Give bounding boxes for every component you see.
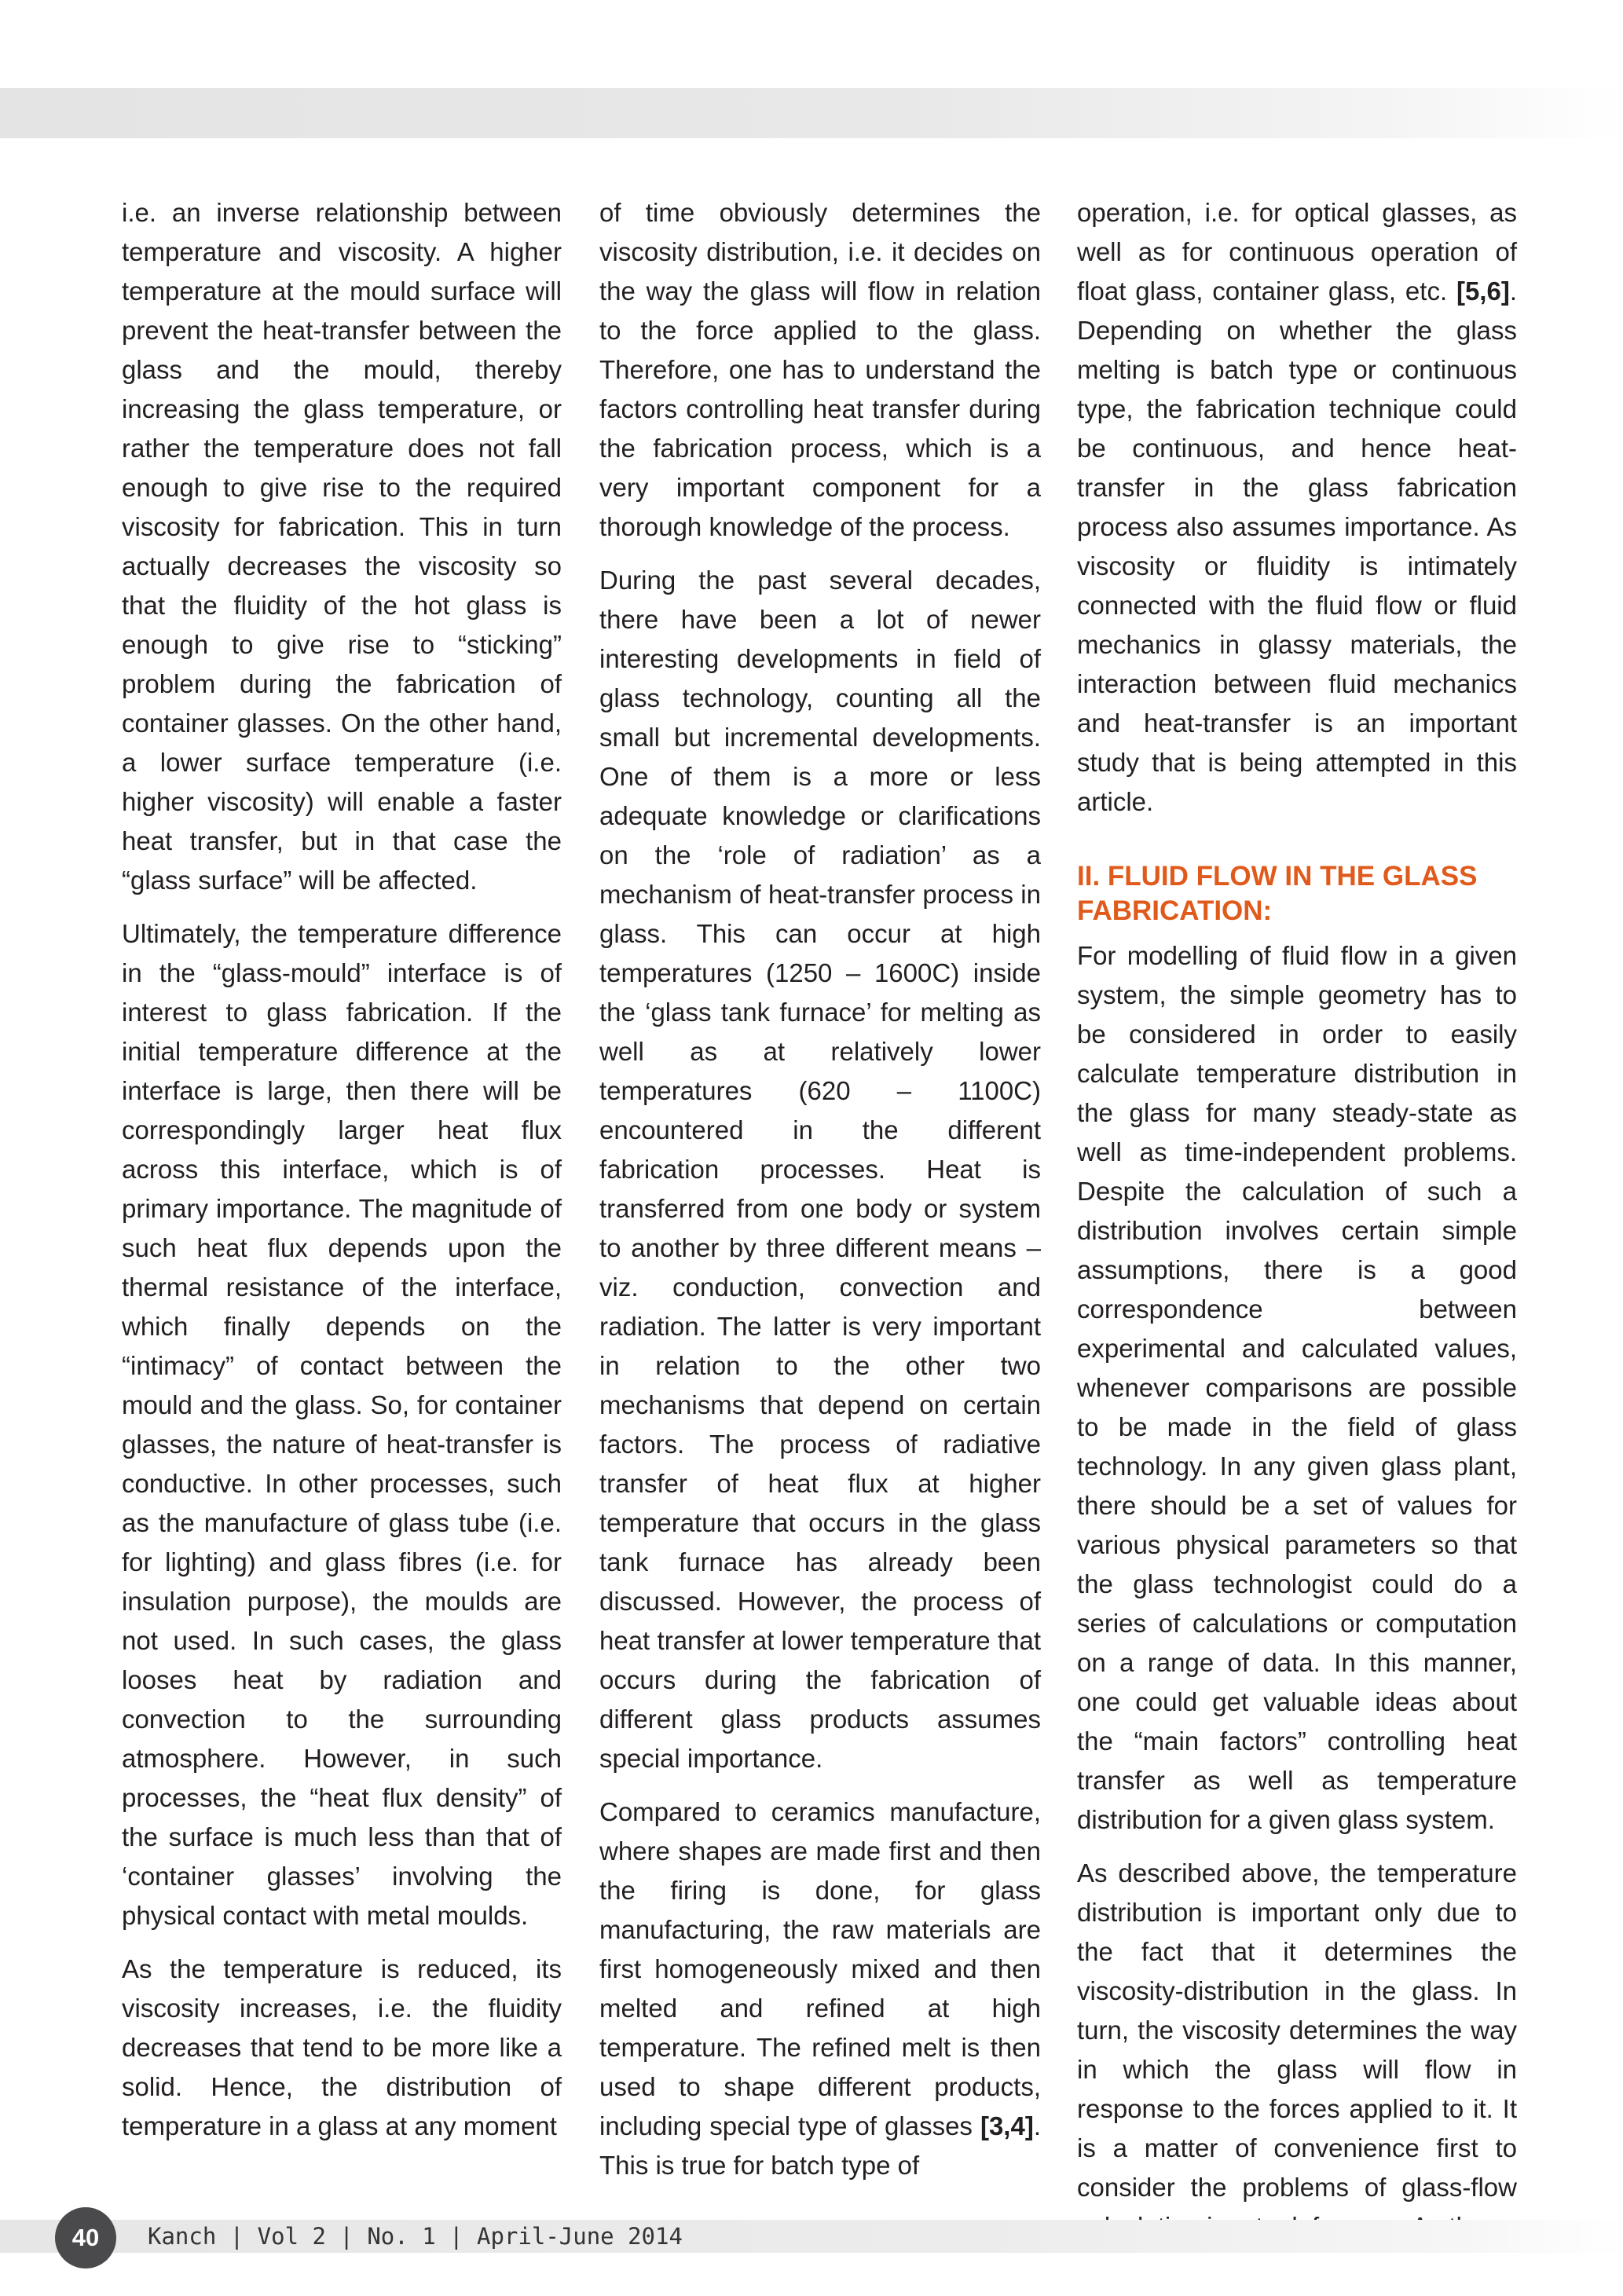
paragraph-text: . This is true for batch type of	[599, 2111, 1041, 2180]
journal-citation: Kanch | Vol 2 | No. 1 | April-June 2014	[148, 2223, 683, 2250]
citation-ref: [3,4]	[980, 2111, 1034, 2140]
paragraph: As described above, the temperature distribution is important only due to the fact that it determines the viscosity-distribution in the glass. In turn, the viscosity determines the way in which the glass will flow in response to the forces applied to it. It is a matter of convenience first to consider the problems of glass-flow	[1077, 1858, 1517, 2202]
paragraph-text: operation, i.e. for optical glasses, as well as for continuous operation of float glass, container glass, etc.	[1077, 198, 1517, 306]
paragraph: Ultimately, the temperature difference in the “glass-mould” interface is of interest to glass fabrication. If the initial temperature difference at the interface is large, then there will be correspondingly larger heat flux across this interface, which is of primary importance. The magnitude of such heat flux depends upon the thermal resistance of the interface, which finally depends on the “intimacy” of contact between the mould and the glass. So, for container glasses, the nature of heat-transfer is conductive. In other processes, such as the manufacture of glass tube (i.e. for lighting) and glass fibres (i.e. for insulation purpose), the moulds are not used. In such cases, the glass looses heat by radiation and convection to the surrounding atmosphere. However, in such processes, the “heat flux density” of the surface is much less than that of ‘container glasses’ involving the physical contact with metal moulds.	[122, 919, 562, 1930]
paragraph-text: . Depending on whether the glass melting is batch type or continuous type, the fabrication technique could be continuous, and hence heat-transfer in the glass fabrication process also assumes importance. As viscosity or fluidity is intimately connected with the fluid flow or fluid mechanics in glassy materials, the interaction between fluid mechanics and heat-transfer is an important study that is being attempted in this article.	[1077, 276, 1517, 816]
paragraph: For modelling of fluid flow in a given system, the simple geometry has to be considered in order to easily calculate temperature distribution in the glass for many steady-state as well as time-independent problems. Despite the calculation of such a distribution involves certain simple assumptions, there is a good correspondence between experimental and calculated values, whenever comparisons are possible to be made in the field of glass technology. In any given glass plant, there should be a set of values for various physical parameters so that the glass technologist could do a series of calculations or computation on a range of data. In this manner, one could get valuable ideas about the “main factors” controlling heat transfer as well as temperature distribution for a given glass system.	[1077, 941, 1517, 1834]
text-column-3	[1077, 193, 1517, 2261]
citation-ref: [5,6]	[1456, 276, 1510, 306]
text-column-2	[599, 193, 1041, 2199]
paragraph	[599, 1792, 1041, 2185]
paragraph: During the past several decades, there have been a lot of newer interesting developments in field of glass technology, counting all the small but incremental developments. One of them is a more or less adequate knowledge or clarifications on the ‘role of radiation’ as a mechanism of heat-transfer process in glass. This can occur at high temperatures (1250 – 1600C) inside the ‘glass tank furnace’ for melting as well as at relatively lower temperatures (620 – 1100C) encountered in the different fabrication processes. Heat is transferred from one body or system to another by three different means – viz. conduction, convection and radiation. The latter is very important in relation to the other two mechanisms that depend on certain factors. The process of radiative transfer of heat flux at higher temperature that occurs in the glass tank furnace has already been discussed. However, the process of heat transfer at lower temperature that occurs during the fabrication of different glass products assumes special importance.	[599, 566, 1041, 1773]
section-heading: II. FLUID FLOW IN THE GLASS FABRICATION:	[1077, 861, 1478, 926]
paragraph: of time obviously determines the viscosity distribution, i.e. it decides on the way the glass will flow in relation to the force applied to the glass. Therefore, one has to understand the factors controlling heat transfer during the fabrication process, which is a very important component for a thorough knowledge of the process.	[599, 198, 1041, 541]
page-number-badge: 40	[55, 2207, 116, 2269]
text-column-1	[122, 193, 562, 2160]
paragraph: As the temperature is reduced, its viscosity increases, i.e. the fluidity decreases that tend to be more like a solid. Hence, the distribution of temperature in a glass at any moment	[122, 1954, 562, 2140]
paragraph	[1077, 193, 1517, 822]
header-band	[0, 88, 1623, 138]
paragraph: i.e. an inverse relationship between temperature and viscosity. A higher temperature at the mould surface will prevent the heat-transfer between the glass and the mould, thereby increasing the glass temperature, or rather the temperature does not fall enough to give rise to the required viscosity for fabrication. This in turn actually decreases the viscosity so that the fluidity of the hot glass is enough to give rise to “sticking” problem during the fabrication of container glasses. On the other hand, a lower surface temperature (i.e. higher viscosity) will enable a faster heat transfer, but in that case the “glass surface” will be affected.	[122, 198, 562, 895]
paragraph-text: Compared to ceramics manufacture, where shapes are made first and then the firing is done, for glass manufacturing, the raw materials are first homogeneously mixed and then melted and refined at high temperature. The refined melt is then used to shape different products, including special type of glasses	[599, 1797, 1041, 2140]
